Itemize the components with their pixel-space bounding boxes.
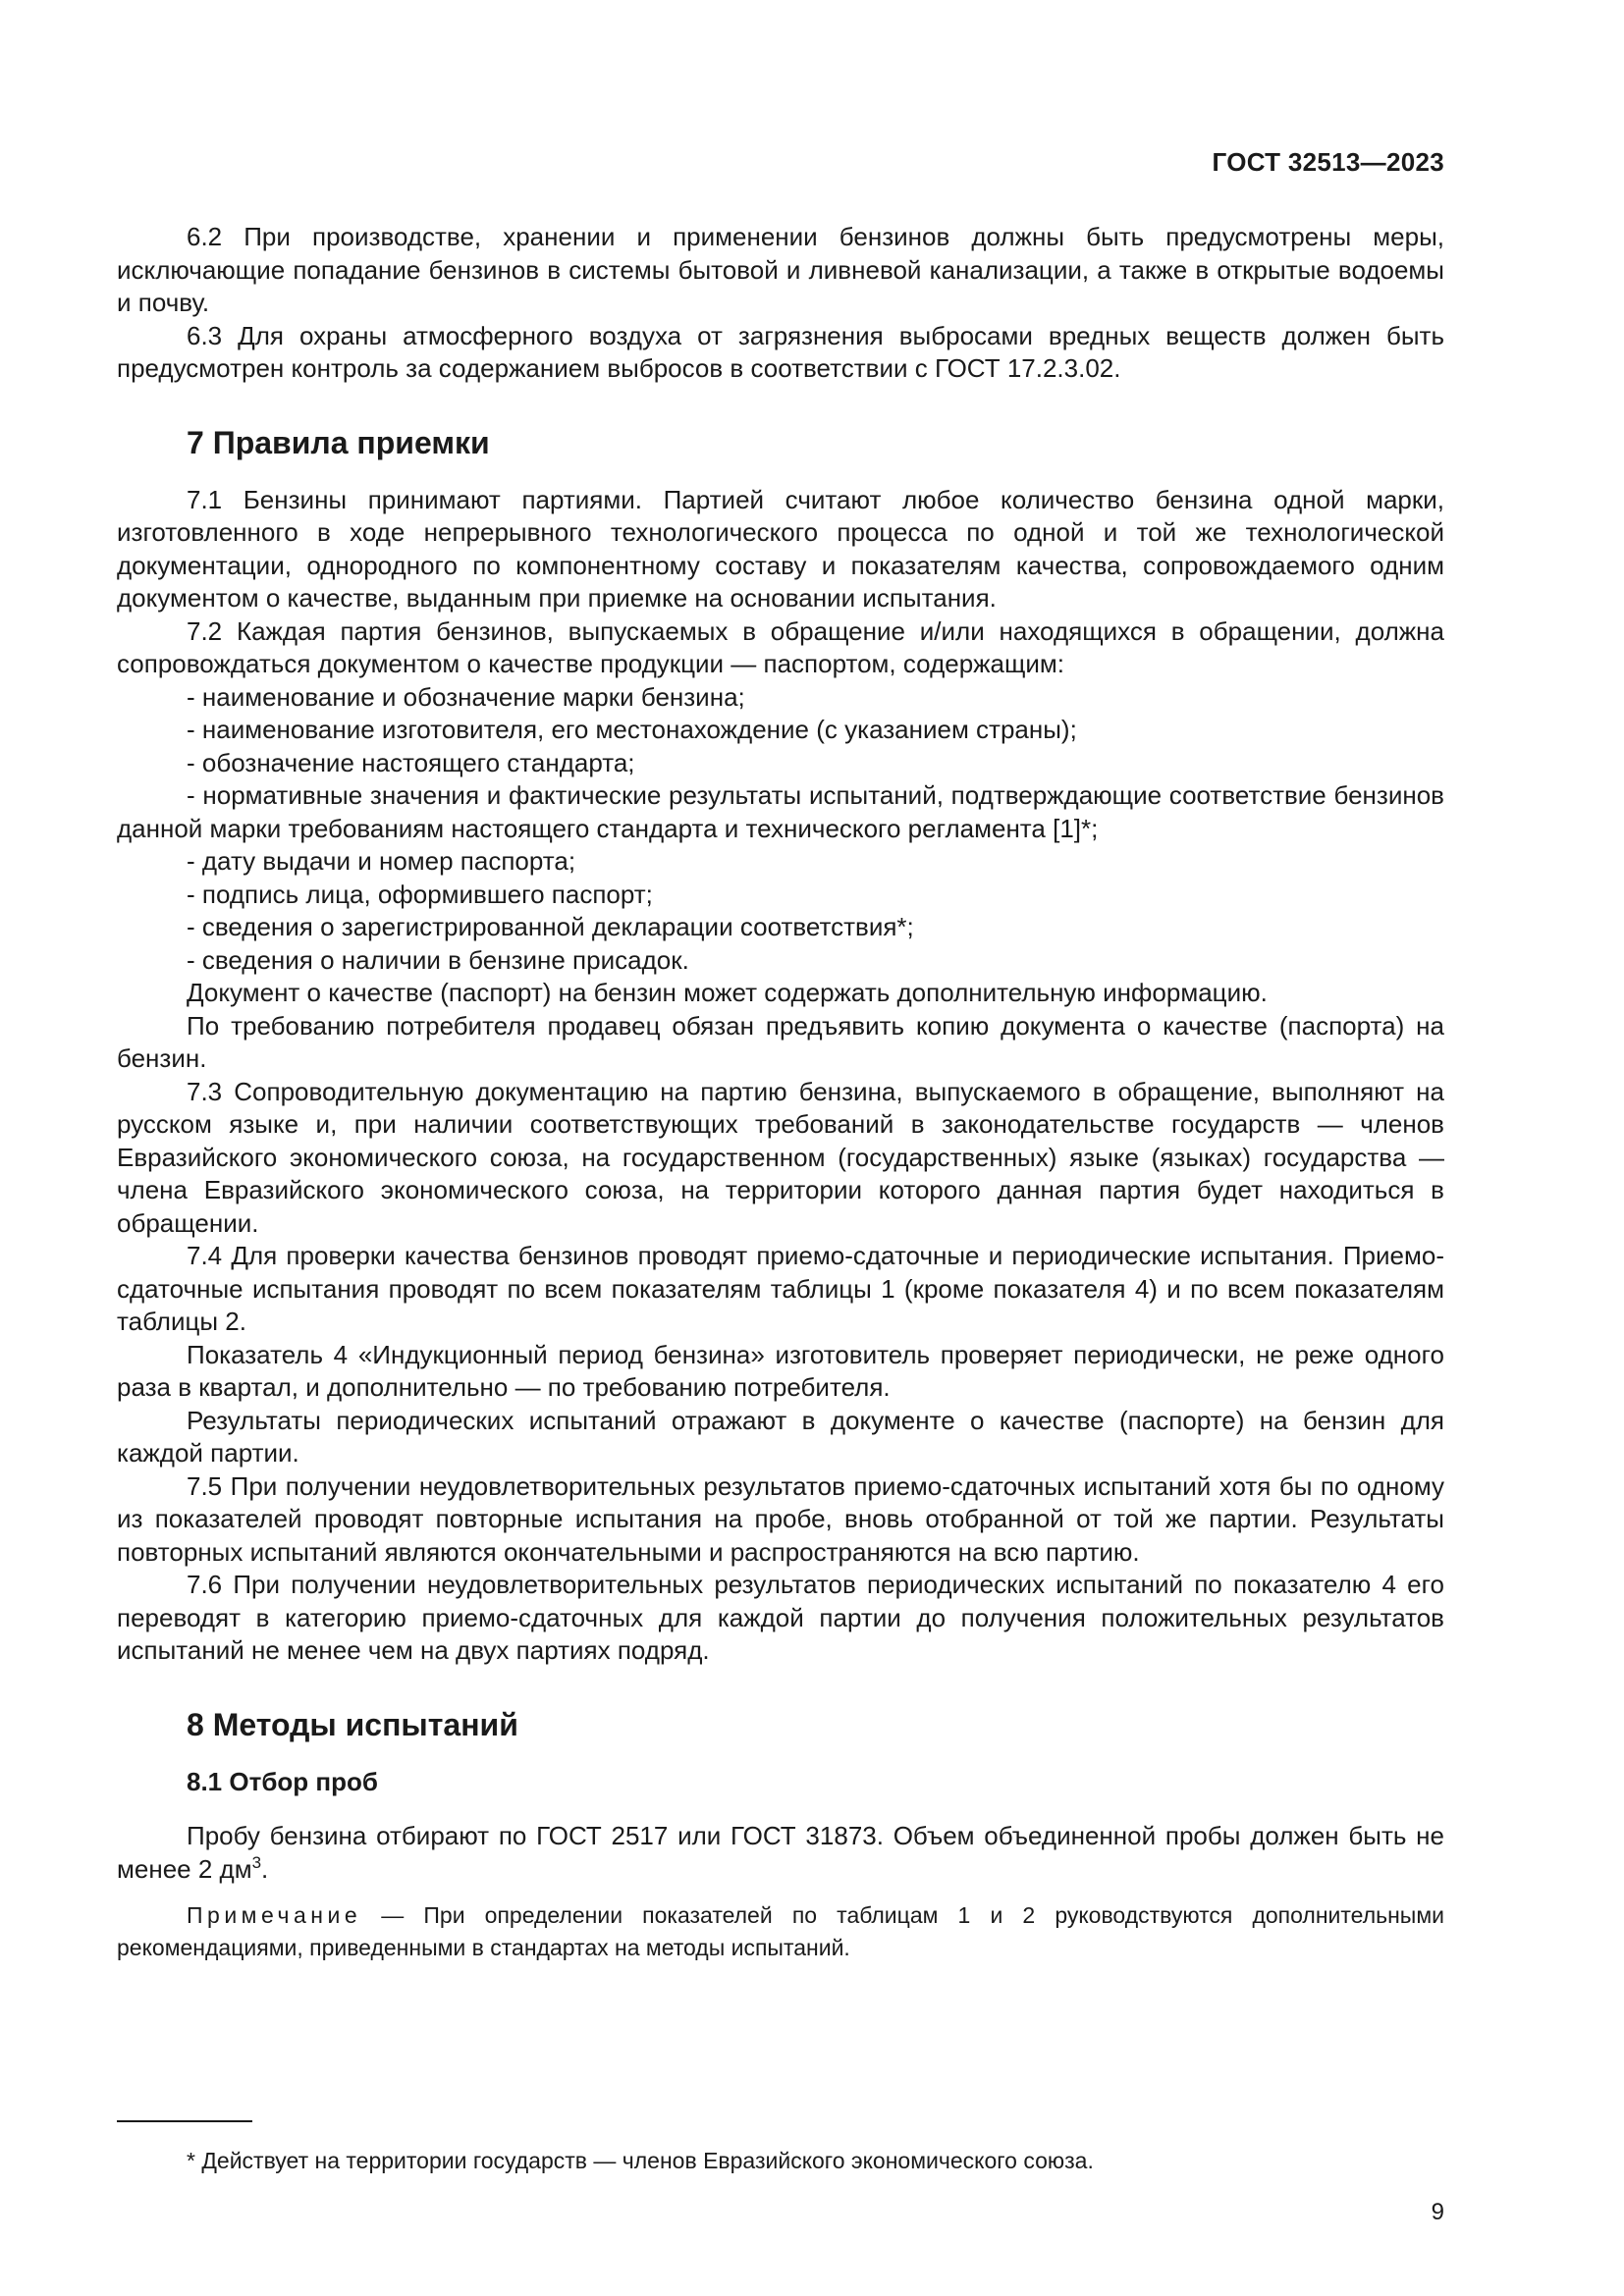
- list-item: - сведения о зарегистрированной декларации соответствия*;: [187, 912, 914, 941]
- document-body: [117, 221, 1444, 1964]
- paragraph-7-6: 7.6 При получении неудовлетворительных результатов периодических испытаний по показателю 4 его переводят в категорию приемо-сдаточных для каждой партии до получения положительных результатов испытаний не менее чем на двух партиях подряд.: [117, 1570, 1444, 1665]
- note-text: — При определении показателей по таблицам 1 и 2 руководствуются дополнительными рекомендациями, приведенными в стандартах на методы испытаний.: [117, 1902, 1444, 1960]
- page-number: 9: [1431, 2199, 1444, 2225]
- paragraph-7-5: 7.5 При получении неудовлетворительных результатов приемо-сдаточных испытаний хотя бы по одному из показателей проводят повторные испытания на пробе, вновь отобранной от той же партии. Результаты повторных испытаний являются окончательными и распространяются на всю партию.: [117, 1470, 1444, 1567]
- note-label: Примечание: [187, 1902, 362, 1928]
- standard-header: ГОСТ 32513—2023: [1212, 147, 1444, 177]
- paragraph-7-1: 7.1 Бензины принимают партиями. Партией считают любое количество бензина одной марки, изготовленного в ходе непрерывного технологического процесса по одной и той же технологической документации, однородного по компонентному составу и показателям качества, сопровождаемого одним документом о качестве, выданным при приемке на основании испытания.: [117, 484, 1444, 613]
- paragraph-8-1-text: Пробу бензина отбирают по ГОСТ 2517 или ГОСТ 31873. Объем объединенной пробы должен быть не менее 2 дм: [117, 1821, 1444, 1884]
- paragraph-indicator-4: Показатель 4 «Индукционный период бензина» изготовитель проверяет периодически, не реже одного раза в квартал, и дополнительно — по требованию потребителя.: [117, 1339, 1444, 1402]
- footnote-divider: [117, 2120, 252, 2122]
- section-7-title: 7 Правила приемки: [187, 424, 490, 460]
- paragraph-7-2: 7.2 Каждая партия бензинов, выпускаемых в обращение и/или находящихся в обращении, должна сопровождаться документом о качестве продукции — паспортом, содержащим:: [117, 615, 1444, 678]
- list-item: - обозначение настоящего стандарта;: [187, 747, 635, 777]
- footnote: * Действует на территории государств — членов Евразийского экономического союза.: [187, 2148, 1094, 2173]
- paragraph-7-3: 7.3 Сопроводительную документацию на партию бензина, выпускаемого в обращение, выполняют на русском языке и, при наличии соответствующих требований в законодательстве государств — членов Евразийского экономического союза, на государственном (государственных) языке (языках) государства — члена Евразийского экономического союза, на территории которого данная партия будет находиться в обращении.: [117, 1076, 1444, 1238]
- paragraph-6-2: 6.2 При производстве, хранении и применении бензинов должны быть предусмотрены меры, исключающие попадание бензинов в системы бытовой и ливневой канализации, а также в открытые водоемы и почву.: [117, 222, 1444, 317]
- list-item: - сведения о наличии в бензине присадок.: [187, 944, 689, 975]
- superscript-3: 3: [251, 1852, 262, 1872]
- list-item: - наименование изготовителя, его местонахождение (с указанием страны);: [187, 715, 1077, 744]
- paragraph-6-3: 6.3 Для охраны атмосферного воздуха от загрязнения выбросами вредных веществ должен быть предусмотрен контроль за содержанием выбросов в соответствии с ГОСТ 17.2.3.02.: [117, 320, 1444, 383]
- section-8-title: 8 Методы испытаний: [187, 1706, 518, 1742]
- note: [117, 1899, 1444, 1964]
- paragraph-8-1: [117, 1820, 1444, 1886]
- paragraph-8-1-end: .: [261, 1853, 269, 1884]
- subsection-8-1-title: 8.1 Отбор проб: [187, 1766, 378, 1796]
- list-item: - наименование и обозначение марки бензина;: [187, 681, 745, 712]
- list-item: - нормативные значения и фактические результаты испытаний, подтверждающие соответствие бензинов данной марки требованиям настоящего стандарта и технического регламента [1]*;: [117, 780, 1444, 843]
- document-page: [117, 0, 1444, 2296]
- list-item: - подпись лица, оформившего паспорт;: [187, 879, 653, 909]
- list-item: - дату выдачи и номер паспорта;: [187, 846, 576, 876]
- paragraph-7-4: 7.4 Для проверки качества бензинов проводят приемо-сдаточные и периодические испытания. Приемо-сдаточные испытания проводят по всем показателям таблицы 1 (кроме показателя 4) и по всем показателям таблицы 2.: [117, 1241, 1444, 1336]
- paragraph-periodic-results: Результаты периодических испытаний отражают в документе о качестве (паспорте) на бензин для каждой партии.: [117, 1405, 1444, 1468]
- paragraph-copy-request: По требованию потребителя продавец обязан предъявить копию документа о качестве (паспорта) на бензин.: [117, 1010, 1444, 1073]
- paragraph-passport-info: Документ о качестве (паспорт) на бензин может содержать дополнительную информацию.: [187, 978, 1268, 1007]
